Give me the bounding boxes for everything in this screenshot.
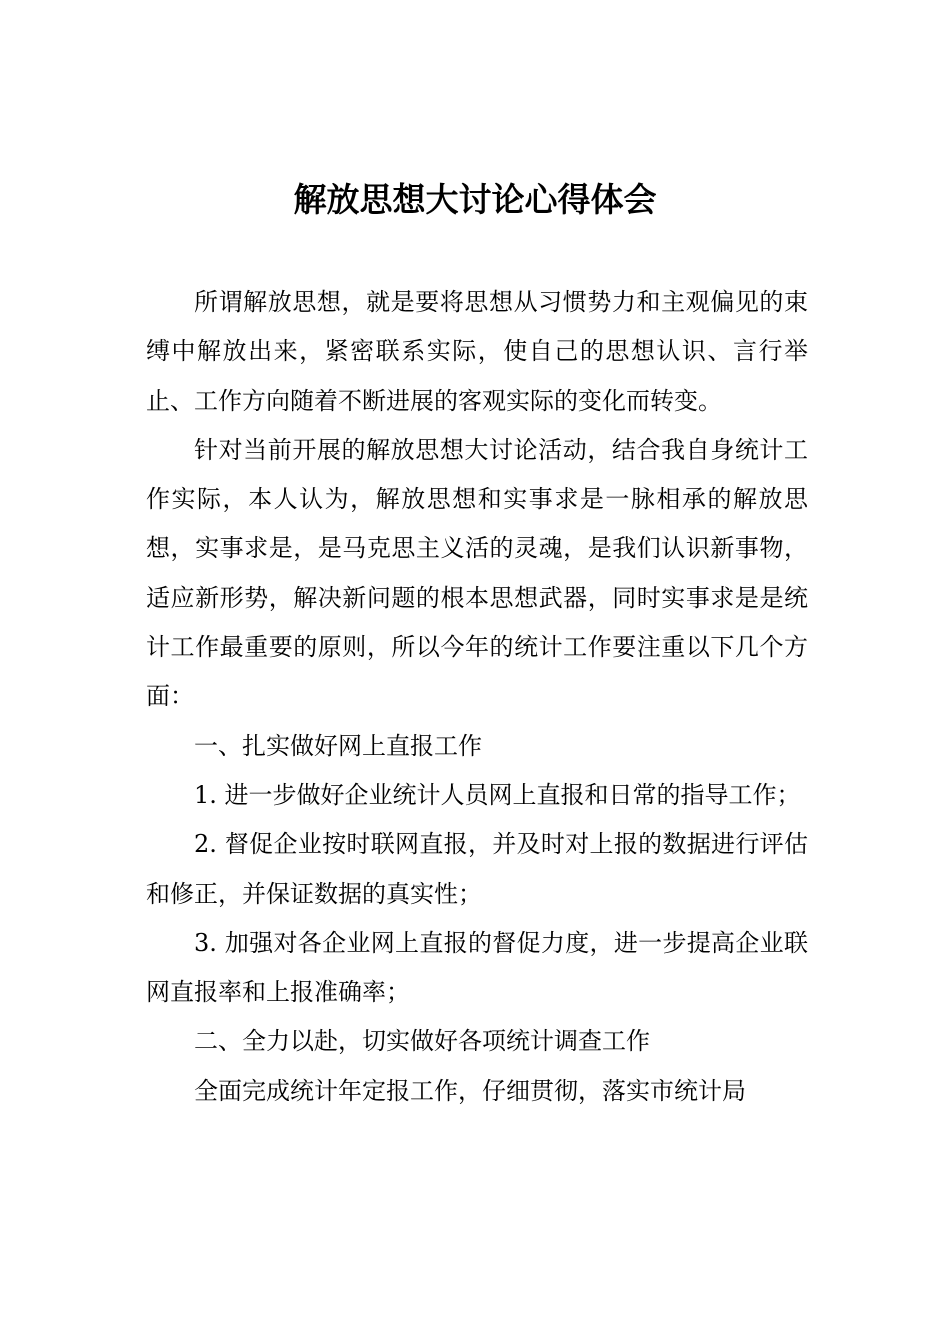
list-item: 2. 督促企业按时联网直报，并及时对上报的数据进行评估和修正，并保证数据的真实性；	[146, 830, 808, 908]
list-item: 3. 加强对各企业网上直报的督促力度，进一步提高企业联网直报率和上报准确率；	[146, 928, 808, 1007]
paragraph: 针对当前开展的解放思想大讨论活动，结合我自身统计工作实际，本人认为，解放思想和实事求是一脉相承的解放思想，实事求是，是马克思主义活的灵魂，是我们认识新事物，适应新形势，解决新问题的根本思想武器，同时实事求是是统计工作最重要的原则，所以今年的统计工作要注重以下几个方面：	[146, 435, 808, 711]
document-title: 解放思想大讨论心得体会	[293, 180, 657, 219]
paragraph: 所谓解放思想，就是要将思想从习惯势力和主观偏见的束缚中解放出来，紧密联系实际，使自己的思想认识、言行举止、工作方向随着不断进展的客观实际的变化而转变。	[146, 288, 808, 415]
document-body	[146, 278, 808, 1116]
section-heading: 一、扎实做好网上直报工作	[194, 731, 482, 760]
section-heading: 二、全力以赴，切实做好各项统计调查工作	[194, 1027, 650, 1056]
list-item: 1. 进一步做好企业统计人员网上直报和日常的指导工作；	[194, 780, 801, 809]
paragraph: 全面完成统计年定报工作，仔细贯彻，落实市统计局	[194, 1076, 746, 1105]
